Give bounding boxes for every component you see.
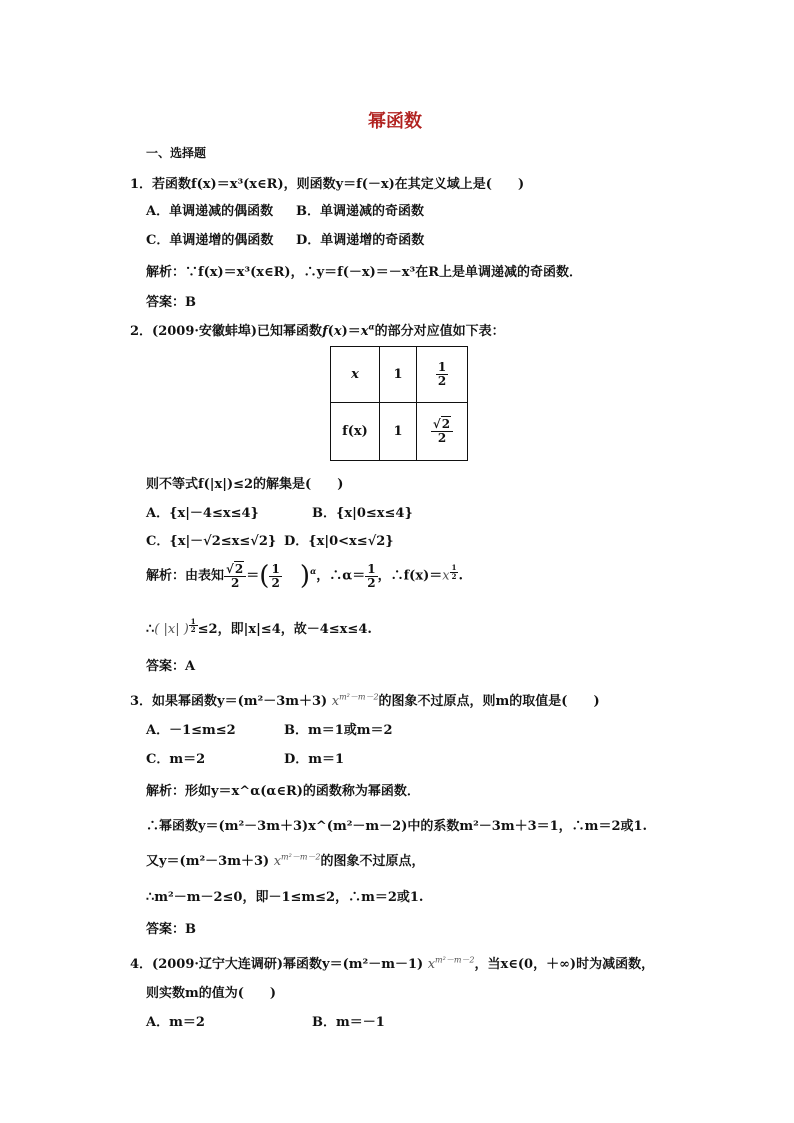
table-cell: 1 <box>380 347 417 403</box>
q3-analysis-4: ∴m²－m－2≤0，即－1≤m≤2，∴m＝2或1. <box>146 890 424 905</box>
q3-answer: 答案：B <box>146 922 196 937</box>
q3-stem: 3．如果幂函数y＝(m²－3m＋3) $x^{m^2-m-2}$的图象不过原点，则m的取值是( ) <box>130 692 600 709</box>
q1-analysis: 解析：∵f(x)＝x³(x∈R)，∴y＝f(－x)＝－x³在R上是单调递减的奇函数． <box>146 265 583 280</box>
q3-option-b: B．m＝1或m＝2 <box>284 723 393 738</box>
q2-stem: 2．(2009·安徽蚌埠)已知幂函数$f(x)=x^\alpha$的部分对应值如下表： <box>130 321 505 339</box>
q1-stem: 1．若函数f(x)＝x³(x∈R)，则函数y＝f(－x)在其定义域上是( ) <box>130 177 525 192</box>
table-cell-half: $\frac{1}{2}$ <box>417 347 468 403</box>
q3-analysis-2: ∴幂函数y＝(m²－3m＋3)x^(m²－m－2)中的系数m²－3m＋3＝1，∴m＝2或1. <box>146 819 648 834</box>
q2-option-c: C．{x|－√2≤x≤√2} <box>146 534 277 549</box>
q4-option-a: A．m＝2 <box>146 1015 205 1030</box>
table-header-fx: f(x) <box>331 403 380 461</box>
q1-option-c: C．单调递增的偶函数 <box>146 233 274 248</box>
table-cell: 1 <box>380 403 417 461</box>
q2-stem-prefix: 2．(2009·安徽蚌埠)已知幂函数 <box>130 324 323 339</box>
q2-option-b: B．{x|0≤x≤4} <box>312 506 413 521</box>
q1-option-b: B．单调递减的奇函数 <box>296 204 424 219</box>
value-table <box>330 346 468 461</box>
q2-answer: 答案：A <box>146 659 196 674</box>
page-title: 幂函数 <box>368 111 422 132</box>
q3-analysis-1: 解析：形如y＝x^α(α∈R)的函数称为幂函数． <box>146 784 420 799</box>
q4-stem-line2: 则实数m的值为( ) <box>146 986 277 1001</box>
q4-option-b: B．m＝－1 <box>312 1015 385 1030</box>
section-heading: 一、选择题 <box>146 146 207 160</box>
q3-option-a: A．－1≤m≤2 <box>146 723 236 738</box>
q2-stem-suffix: 的部分对应值如下表： <box>374 324 505 339</box>
table-header-x: x <box>331 347 380 403</box>
q4-stem: 4．(2009·辽宁大连调研)幂函数y＝(m²－m－1) $x^{m^2-m-2}$，当x∈(0，＋∞)时为减函数， <box>130 955 655 972</box>
q3-analysis-3: 又y＝(m²－3m＋3) $x^{m^2-m-2}$的图象不过原点， <box>146 852 425 869</box>
q2-question: 则不等式f(|x|)≤2的解集是( ) <box>146 477 344 492</box>
q2-analysis: 解析：由表知 $\frac{√2}{2}$ ＝( $\frac{1}{2}$ )$^\alpha$，∴α＝ $\frac{1}{2}$ ，∴f(x)＝x $^{\frac{1}{2}}$ . <box>146 561 463 591</box>
q3-option-d: D．m＝1 <box>284 752 345 767</box>
q2-analysis-line2: ∴( |x| ) $^{\frac{1}{2}}$ ≤2，即|x|≤4，故－4≤x≤4. <box>146 617 372 638</box>
q2-option-a: A．{x|－4≤x≤4} <box>146 506 259 521</box>
q3-option-c: C．m＝2 <box>146 752 206 767</box>
q1-option-d: D．单调递增的奇函数 <box>296 233 425 248</box>
q1-option-a: A．单调递减的偶函数 <box>146 204 274 219</box>
q2-option-d: D．{x|0<x≤√2} <box>284 534 394 549</box>
table-cell-root2-over-2: $\frac{√2}{2}$ <box>417 403 468 461</box>
q1-answer: 答案：B <box>146 295 196 310</box>
